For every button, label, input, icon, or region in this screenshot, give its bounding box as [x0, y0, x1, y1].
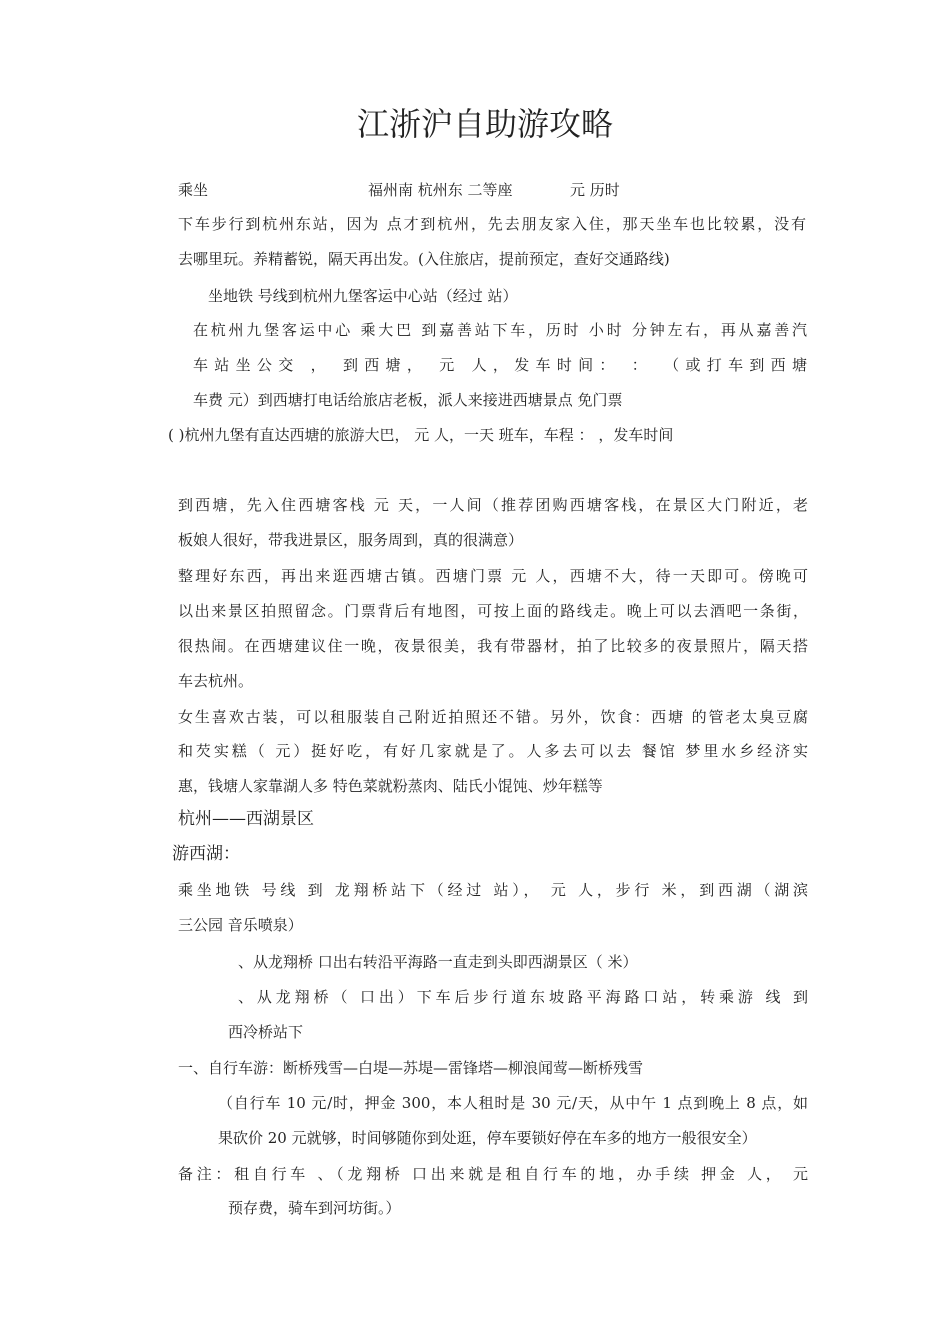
paragraph-line: 车去杭州。 — [178, 672, 254, 690]
paragraph-line: 惠，钱塘人家靠湖人多 特色菜就粉蒸肉、陆氏小馄饨、炒年糕等 — [178, 777, 603, 795]
paragraph-line: 乘坐地铁 号线 到 龙翔桥站下（经过 站）， 元 人，步行 米，到西湖（湖滨 — [178, 881, 808, 899]
paragraph-line: 果砍价 20 元就够，时间够随你到处逛，停车要锁好停在车多的地方一般很安全） — [218, 1129, 757, 1147]
paragraph-line: 去哪里玩。养精蓄锐，隔天再出发。(入住旅店，提前预定，查好交通路线) — [178, 250, 670, 268]
paragraph-line: 车站坐公交 ， 到西塘， 元 人，发车时间： ： （或打车到西塘 — [193, 356, 807, 374]
paragraph-line: 女生喜欢古装，可以租服装自己附近拍照还不错。另外，饮食：西塘 的管老太臭豆腐 — [178, 708, 808, 726]
paragraph-line: 预存费，骑车到河坊街。） — [228, 1199, 401, 1217]
paragraph-line: 三公园 音乐喷泉） — [178, 916, 303, 934]
paragraph-line: 以出来景区拍照留念。门票背后有地图，可按上面的路线走。晚上可以去酒吧一条街， — [178, 602, 808, 620]
train-label: 乘坐 — [178, 181, 209, 199]
paragraph-line: 一、自行车游：断桥残雪—白堤—苏堤—雷锋塔—柳浪闻莺—断桥残雪 — [178, 1059, 644, 1077]
paragraph-line: 到西塘，先入住西塘客栈 元 天，一人间（推荐团购西塘客栈，在景区大门附近，老 — [178, 496, 808, 514]
metro-line: 坐地铁 号线到杭州九堡客运中心站（经过 站） — [208, 287, 518, 305]
paragraph-line: 板娘人很好，带我进景区，服务周到，真的很满意） — [178, 531, 524, 549]
paragraph-line: 下车步行到杭州东站，因为 点才到杭州，先去朋友家入住，那天坐车也比较累，没有 — [178, 215, 806, 233]
page-title: 江浙沪自助游攻略 — [356, 105, 613, 143]
section-heading: 游西湖： — [172, 844, 240, 864]
paragraph-line: 整理好东西，再出来逛西塘古镇。西塘门票 元 人，西塘不大，待一天即可。傍晚可 — [178, 567, 808, 585]
paragraph-line: 在杭州九堡客运中心 乘大巴 到嘉善站下车，历时 小时 分钟左右，再从嘉善汽 — [193, 321, 807, 339]
paragraph-line: 车费 元）到西塘打电话给旅店老板，派人来接进西塘景点 免门票 — [193, 391, 623, 409]
paragraph-line: ( )杭州九堡有直达西塘的旅游大巴， 元 人，一天 班车，车程 ： ，发车时间 — [168, 426, 674, 444]
paragraph-line: 、从龙翔桥 口出右转沿平海路一直走到头即西湖景区（ 米） — [238, 953, 638, 971]
train-route: 福州南 杭州东 二等座 — [368, 181, 513, 199]
paragraph-line: 备注：租自行车 、（龙翔桥 口出来就是租自行车的地，办手续 押金 人， 元 — [178, 1165, 808, 1183]
paragraph-line: 和芡实糕（ 元）挺好吃，有好几家就是了。人多去可以去 餐馆 梦里水乡经济实 — [178, 742, 808, 760]
paragraph-line: 很热闹。在西塘建议住一晚，夜景很美，我有带器材，拍了比较多的夜景照片，隔天搭 — [178, 637, 808, 655]
paragraph-line: 、从龙翔桥（ 口出）下车后步行道东坡路平海路口站，转乘游 线 到 — [238, 988, 808, 1006]
train-fare: 元 历时 — [570, 181, 620, 199]
paragraph-line: 西冷桥站下 — [228, 1023, 304, 1041]
section-heading: 杭州——西湖景区 — [178, 809, 314, 829]
paragraph-line: （自行车 10 元/时，押金 300，本人租时是 30 元/天，从中午 1 点到晚上 8 点，如 — [218, 1094, 808, 1112]
